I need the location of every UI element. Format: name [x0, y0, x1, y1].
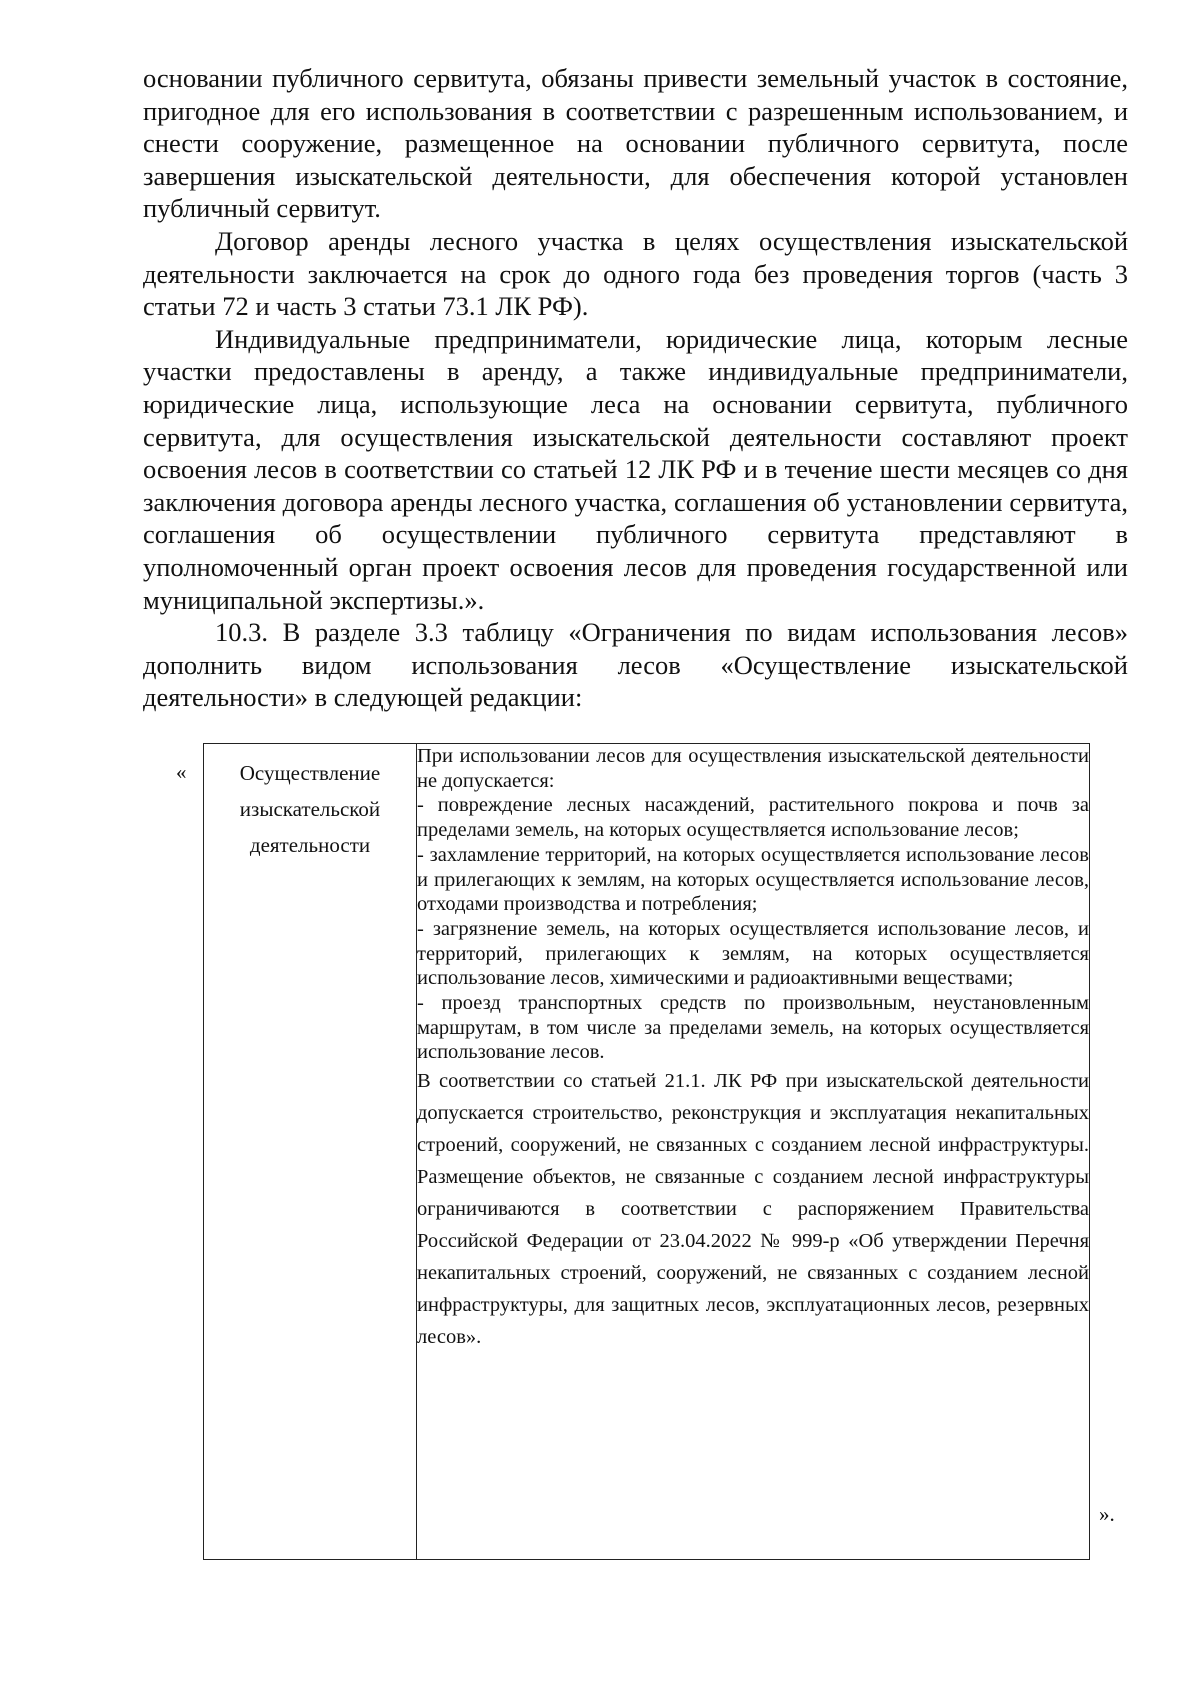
restrictions-table: [203, 743, 1090, 1560]
paragraph-forest-project: Индивидуальные предприниматели, юридические лица, которым лесные участки предоставлены в аренду, а также индивидуальные предприниматели, юридические лица, использующие леса на основании сервитута, публичного сервитута, для осуществления изыскательской деятельности составляют проект освоения лесов в соответствии со статьей 12 ЛК РФ и в течение шести месяцев со дня заключения договора аренды лесного участка, соглашения об установлении сервитута, соглашения об осуществлении публичного сервитута представляют в уполномоченный орган проект освоения лесов для проведения государственной или муниципальной экспертизы.».: [143, 323, 1128, 615]
usage-type-cell: [204, 744, 417, 1560]
restrictions-intro: При использовании лесов для осуществления изыскательской деятельности не допускается:: [417, 745, 1089, 792]
paragraph-lease-agreement: Договор аренды лесного участка в целях осуществления изыскательской деятельности заключается на срок до одного года без проведения торгов (часть 3 статьи 72 и часть 3 статьи 73.1 ЛК РФ).: [143, 225, 1128, 322]
restrictions-list: [417, 744, 1089, 1065]
usage-type-line: Осуществление: [239, 761, 381, 785]
restriction-item: - загрязнение земель, на которых осуществляется использование лесов, и территорий, прилегающих к землям, на которых осуществляется использование лесов, химическими и радиоактивными веществами;: [417, 917, 1089, 990]
restrictions-cell: [417, 744, 1090, 1560]
usage-type-label: [204, 744, 416, 863]
paragraph-continuation: основании публичного сервитута, обязаны привести земельный участок в состояние, пригодное для его использования в соответствии с разрешенным использованием, и снести сооружение, размещенное на основании публичного сервитута, после завершения изыскательской деятельности, для обеспечения которой установлен публичный сервитут.: [143, 63, 1128, 224]
usage-type-line: деятельности: [249, 833, 371, 857]
table-row: [204, 744, 1090, 1560]
usage-type-line: изыскательской: [239, 797, 381, 821]
body-text: [143, 62, 1128, 714]
restriction-item: - захламление территорий, на которых осуществляется использование лесов и прилегающих к землям, на которых осуществляется использование лесов, отходами производства и потребления;: [417, 843, 1089, 916]
table-close-quote: ».: [1099, 1502, 1115, 1526]
restriction-item: - повреждение лесных насаждений, растительного покрова и почв за пределами земель, на которых осуществляется использование лесов;: [417, 794, 1089, 842]
construction-note: В соответствии со статьей 21.1. ЛК РФ при изыскательской деятельности допускается строительство, реконструкция и эксплуатация некапитальных строений, сооружений, не связанных с созданием лесной инфраструктуры. Размещение объектов, не связанные с созданием лесной инфраструктуры ограничиваются в соответствии с распоряжением Правительства Российской Федерации от 23.04.2022 № 999-р «Об утверждении Перечня некапитальных строений, сооружений, не связанных с созданием лесной инфраструктуры, для защитных лесов, эксплуатационных лесов, резервных лесов».: [417, 1070, 1089, 1349]
restriction-item: - проезд транспортных средств по произвольным, неустановленным маршрутам, в том числе за пределами земель, на которых осуществляется использование лесов.: [417, 992, 1089, 1064]
table-open-quote: «: [176, 760, 187, 784]
paragraph-amendment: 10.3. В разделе 3.3 таблицу «Ограничения по видам использования лесов» дополнить видом использования лесов «Осуществление изыскательской деятельности» в следующей редакции:: [143, 617, 1128, 713]
